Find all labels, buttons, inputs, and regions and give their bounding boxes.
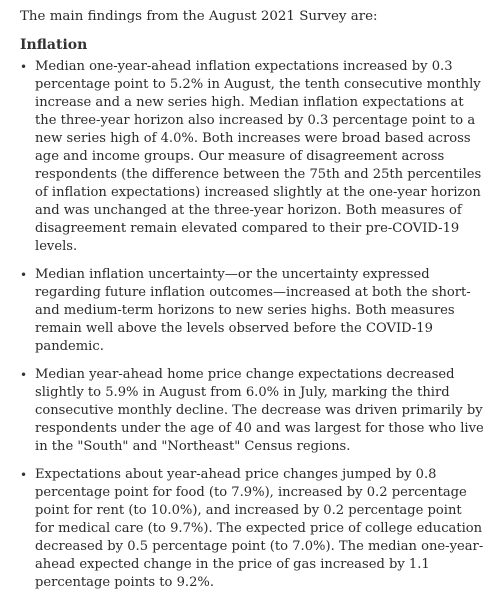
list-item-text: Median one-year-ahead inflation expectations increased by 0.3 percentage point to 5.2% in August, the tenth consecutive monthly increase and a new series high. Median inflation expectations at the three-year horizon also increased by 0.3 percentage point to a new series high of 4.0%. Both increases were broad based across age and income groups. Our measure of disagreement across respondents (the difference between the 75th and 25th percentiles of inflation expectations) increased slightly at the one-year horizon and was unchanged at the three-year horizon. Both measures of disagreement remain elevated compared to their pre-COVID-19 levels. [35, 59, 482, 254]
bullet-icon: • [20, 468, 28, 482]
list-item [20, 366, 484, 456]
list-item-text: Expectations about year-ahead price changes jumped by 0.8 percentage point for food (to 7.9%), increased by 0.2 percentage point for rent (to 10.0%), and increased by 0.2 percentage point for medical care (to 9.7%). The expected price of college education decreased by 0.5 percentage point (to 7.0%). The median one-year-ahead expected change in the price of gas increased by 1.1 percentage points to 9.2%. [35, 467, 484, 590]
bullet-icon: • [20, 268, 28, 282]
section-heading: Inflation [20, 37, 88, 53]
bullet-icon: • [20, 368, 28, 382]
findings-list [20, 58, 484, 592]
list-item [20, 58, 484, 256]
list-item [20, 266, 484, 356]
list-item-text: Median inflation uncertainty—or the uncertainty expressed regarding future inflation outcomes—increased at both the short- and medium-term horizons to new series highs. Both measures remain well above the levels observed before the COVID-19 pandemic. [35, 267, 471, 354]
intro-text: The main findings from the August 2021 Survey are: [20, 9, 378, 24]
list-item [20, 466, 484, 592]
bullet-icon: • [20, 60, 28, 74]
list-item-text: Median year-ahead home price change expectations decreased slightly to 5.9% in August from 6.0% in July, marking the third consecutive monthly decline. The decrease was driven primarily by respondents under the age of 40 and was largest for those who live in the "South" and "Northeast" Census regions. [35, 367, 484, 454]
